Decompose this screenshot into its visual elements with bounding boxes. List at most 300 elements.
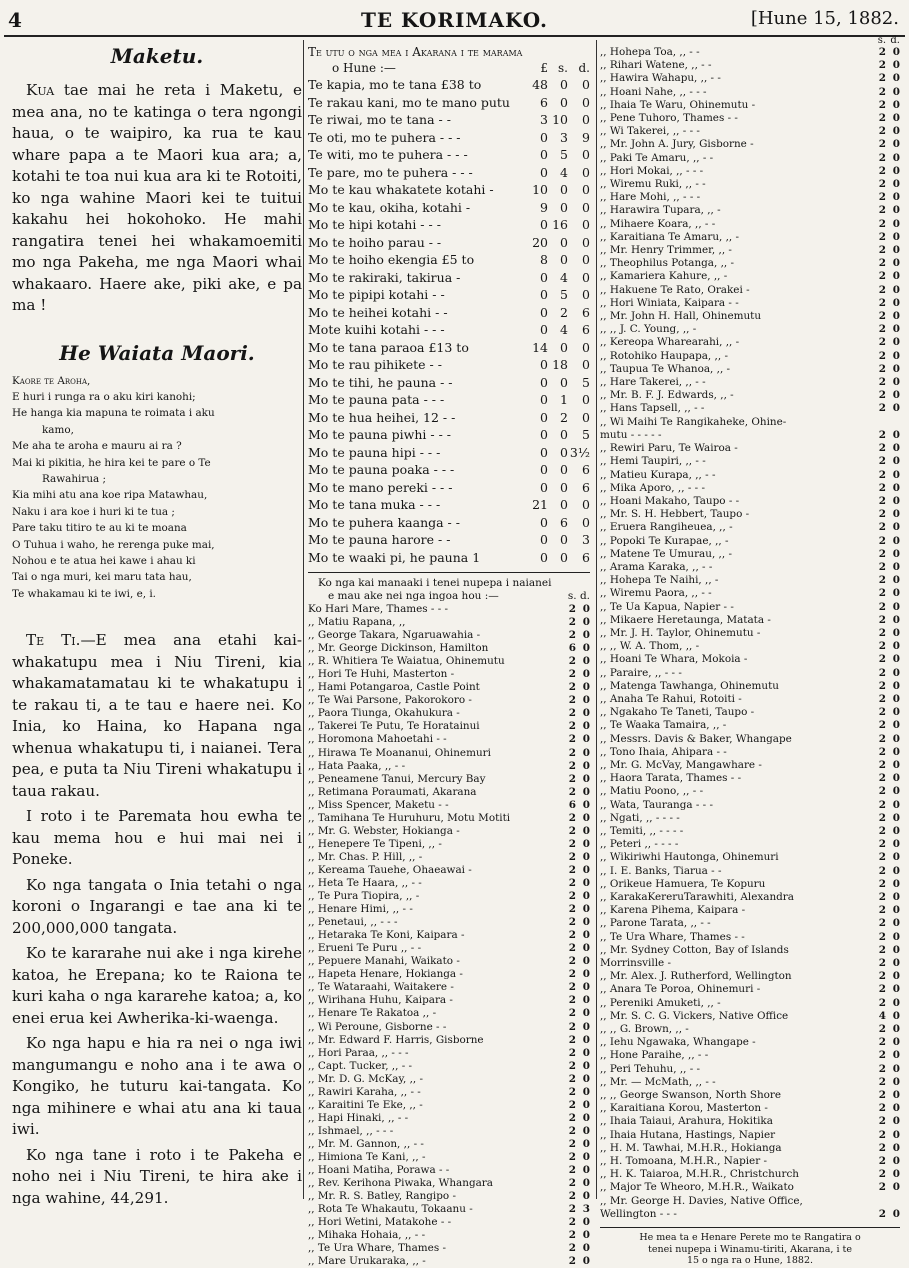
price-pence: 9 (582, 129, 590, 145)
subscriber-row (308, 890, 590, 903)
amount-pence: 0 (892, 191, 900, 204)
subscriber-row (308, 1086, 590, 1099)
subscriber-name: ,, Mr. Edward F. Harris, Gisborne (308, 1033, 484, 1046)
amount-shillings: 2 (878, 983, 886, 996)
amount-pence: 0 (582, 837, 590, 850)
amount-shillings: 2 (878, 72, 886, 85)
news-paragraph (12, 943, 302, 1029)
price-shillings: 0 (560, 479, 568, 495)
subscriber-name: ,, Messrs. Davis & Baker, Whangape (600, 732, 792, 745)
subscriber-name: ,, Haora Tarata, Thames - - (600, 772, 742, 785)
subscriber-name: ,, Hata Paaka, ,, - - (308, 759, 406, 772)
amount-pence: 0 (582, 916, 590, 929)
amount-pence: 3 (582, 1203, 590, 1216)
subscriber-name: ,, Mr. Henry Trimmer, ,, - (600, 244, 732, 257)
amount-pence: 0 (892, 626, 900, 639)
price-pounds: 0 (540, 147, 548, 162)
amount-pence: 0 (892, 666, 900, 679)
amount-pence: 0 (892, 943, 900, 956)
market-item: Mo te kau, okiha, kotahi - (308, 199, 471, 215)
market-item: Mo te pauna pata - - - (308, 392, 445, 407)
price-pounds: 21 (532, 497, 548, 512)
news-paragraph (12, 875, 302, 940)
amount-shillings: 2 (878, 534, 886, 547)
market-heading-line: Te utu o nga mea i Akarana i te marama (308, 45, 523, 59)
amount-shillings: 2 (568, 1229, 576, 1242)
amount-pence: 0 (892, 600, 900, 613)
market-item: Mo te tana muka - - - (308, 497, 441, 512)
subscriber-row (308, 760, 590, 773)
shillings-label: s. (558, 61, 568, 75)
price-shillings: 0 (560, 374, 568, 390)
lsd-header (528, 60, 590, 76)
sd-header (600, 36, 900, 46)
amount-pence: 0 (892, 706, 900, 719)
subscriber-name: ,, Matiu Rapana, ,, (308, 616, 406, 629)
price-shillings: 0 (560, 252, 568, 267)
subscriber-name: ,, Matieu Kurapa, ,, - - (600, 468, 716, 481)
amount-shillings: 2 (568, 1216, 576, 1229)
market-row (308, 461, 590, 479)
subscriber-name: ,, Mr. D. G. McKay, ,, - (308, 1072, 424, 1085)
price-pounds: 6 (540, 94, 548, 110)
amount-shillings: 6 (568, 642, 576, 655)
subscriber-name: ,, Karaitiana Te Amaru, ,, - (600, 230, 740, 243)
subscriber-row (600, 693, 900, 706)
amount-shillings: 2 (568, 1255, 576, 1268)
subscriber-name: ,, Ngati, ,, - - - - (600, 811, 680, 824)
subscriber-name: ,, Mr. R. S. Batley, Rangipo - (308, 1190, 456, 1203)
subscriber-name: ,, ,, G. Brown, ,, - (600, 1023, 689, 1036)
subscriber-row (308, 773, 590, 786)
subscriber-name: Ko Hari Mare, Thames - - - (308, 603, 449, 615)
market-item: Te kapia, mo te tana £38 to (308, 77, 482, 92)
amount-shillings: 2 (878, 112, 886, 125)
amount-pence: 0 (582, 1229, 590, 1242)
market-item: Te pare, mo te puhera - - - (308, 164, 473, 180)
column-divider (596, 40, 597, 1199)
amount-pence: 0 (892, 758, 900, 771)
subscriber-row (600, 851, 900, 864)
subscriber-row (600, 587, 900, 600)
amount-pence: 0 (892, 824, 900, 837)
amount-shillings: 2 (878, 349, 886, 362)
amount-pence: 0 (892, 230, 900, 243)
price-pence: 0 (582, 199, 590, 215)
amount-pence: 0 (892, 613, 900, 626)
amount-pence: 0 (892, 270, 900, 283)
subscriber-row (600, 86, 900, 99)
subscriber-name: ,, Pene Tuhoro, Thames - - (600, 112, 738, 125)
amount-pence: 0 (582, 994, 590, 1007)
amount-pence: 0 (892, 679, 900, 692)
subscriber-row (600, 891, 900, 904)
subscriber-name: ,, Wi Maihi Te Rangikaheke, Ohine- (600, 415, 787, 428)
amount-shillings: 2 (878, 1115, 886, 1128)
price-pounds: 48 (532, 77, 548, 92)
price-pence: 0 (582, 339, 590, 355)
price-shillings: 5 (560, 147, 568, 162)
subscriber-list (308, 603, 590, 1268)
column-news (12, 44, 302, 1213)
subscriber-row (308, 1047, 590, 1060)
amount-shillings: 2 (878, 85, 886, 98)
amount-shillings: 2 (878, 138, 886, 151)
market-item: Te witi, mo te puhera - - - (308, 147, 468, 162)
subscriber-row (308, 668, 590, 681)
subscriber-name: ,, Harawira Tupara, ,, - (600, 204, 721, 217)
subscriber-row (600, 72, 900, 85)
amount-pence: 0 (582, 1137, 590, 1150)
amount-pence: 0 (892, 772, 900, 785)
price-shillings: 0 (560, 427, 568, 442)
amount-pence: 0 (582, 824, 590, 837)
subscriber-row (600, 429, 900, 442)
subscriber-row (308, 655, 590, 668)
amount-shillings: 2 (568, 1059, 576, 1072)
market-row (308, 339, 590, 357)
price-shillings: 0 (560, 462, 568, 477)
price-shillings: 0 (560, 339, 568, 355)
subscriber-row (600, 944, 900, 957)
amount-shillings: 2 (878, 653, 886, 666)
amount-shillings: 2 (878, 613, 886, 626)
subscriber-row (600, 125, 900, 138)
poem-line: O Tuhua i waho, he rerenga puke mai, (12, 538, 215, 551)
amount-shillings: 2 (568, 811, 576, 824)
amount-shillings: 2 (568, 1190, 576, 1203)
subscriber-name: mutu - - - - - (600, 428, 662, 441)
market-item: Te riwai, mo te tana - - (308, 112, 451, 127)
subscriber-row (308, 747, 590, 760)
amount-pence: 0 (892, 349, 900, 362)
subscriber-row (600, 231, 900, 244)
amount-shillings: 2 (878, 930, 886, 943)
subscriber-name: ,, Mr. George H. Davies, Native Office, (600, 1194, 803, 1207)
subscriber-name: ,, Kamariera Kahure, ,, - (600, 270, 728, 283)
subscriber-name: ,, Kereama Tauehe, Ohaeawai - (308, 863, 472, 876)
subscriber-row (600, 706, 900, 719)
amount-shillings: 2 (878, 310, 886, 323)
sd-header (568, 590, 590, 603)
subscriber-name: ,, Pereniki Amuketi, ,, - (600, 996, 721, 1009)
subscriber-row (308, 603, 590, 616)
amount-shillings: 2 (568, 1124, 576, 1137)
subscriber-name: ,, Wiremu Paora, ,, - - (600, 587, 712, 600)
subscriber-name: ,, Hoani Makaho, Taupo - - (600, 494, 740, 507)
subscriber-row (308, 1177, 590, 1190)
subscriber-row (600, 1049, 900, 1062)
amount-shillings: 2 (568, 863, 576, 876)
amount-shillings: 2 (878, 1089, 886, 1102)
price-pounds: 0 (540, 269, 548, 285)
amount-shillings: 2 (568, 876, 576, 889)
amount-shillings: 2 (878, 732, 886, 745)
price-pence: 0 (582, 409, 590, 425)
amount-pence: 0 (892, 745, 900, 758)
price-pounds: 0 (540, 532, 548, 547)
market-row (308, 199, 590, 217)
subscriber-row (600, 627, 900, 640)
price-pounds: 8 (540, 252, 548, 267)
market-row (308, 146, 590, 164)
subscriber-name: ,, I. E. Banks, Tiarua - - (600, 864, 722, 877)
amount-pence: 0 (892, 811, 900, 824)
paragraph-text: Ko nga tangata o Inia tetahi o nga koroni o Ingarangi e tae ana ki te 200,000,000 tangata. (12, 875, 302, 937)
amount-pence (886, 416, 900, 429)
subscriber-row (600, 270, 900, 283)
amount-shillings: 2 (878, 296, 886, 309)
subscriber-name: ,, Wirihana Huhu, Kaipara - (308, 994, 453, 1007)
amount-pence: 0 (582, 1150, 590, 1163)
amount-pence: 0 (892, 442, 900, 455)
amount-pence: 0 (892, 719, 900, 732)
subscriber-row (600, 904, 900, 917)
amount-shillings: 2 (568, 1203, 576, 1216)
issue-date: [Hune 15, 1882. (750, 8, 899, 29)
subscriber-row (308, 616, 590, 629)
amount-shillings: 2 (878, 191, 886, 204)
subscriber-name: ,, Mr. Sydney Cotton, Bay of Islands (600, 943, 789, 956)
subscriber-row (600, 931, 900, 944)
amount-pence: 0 (582, 811, 590, 824)
amount-shillings: 2 (878, 178, 886, 191)
subscriber-row (600, 1023, 900, 1036)
price-pounds: 0 (540, 322, 548, 337)
amount-shillings: 2 (878, 692, 886, 705)
paragraph-text: Ko nga tane i roto i te Pakeha e noho nei i Niu Tireni, te hira ake i nga wahine, 44,291. (12, 1145, 302, 1207)
subscriber-row (600, 957, 900, 970)
market-item: Mo te pauna poaka - - - (308, 462, 455, 477)
subscriber-name: ,, Rev. Kerihona Piwaka, Whangara (308, 1177, 493, 1190)
price-pence: 5 (582, 374, 590, 390)
amount-shillings (872, 416, 886, 429)
price-pounds: 0 (540, 409, 548, 425)
price-shillings: 0 (560, 234, 568, 250)
amount-shillings: 2 (878, 745, 886, 758)
amount-shillings: 2 (878, 957, 886, 970)
amount-shillings: 2 (878, 468, 886, 481)
amount-shillings: 2 (878, 1075, 886, 1088)
subscriber-name: ,, Te Ura Whare, Thames - - (600, 930, 745, 943)
amount-shillings: 2 (568, 1085, 576, 1098)
subscriber-list (600, 46, 900, 1221)
amount-pence: 0 (892, 112, 900, 125)
amount-pence: 0 (892, 389, 900, 402)
amount-shillings: 2 (878, 442, 886, 455)
amount-pence: 0 (892, 468, 900, 481)
amount-shillings: 2 (878, 428, 886, 441)
amount-pence: 0 (892, 1089, 900, 1102)
column-divider (303, 40, 304, 1199)
pounds-label: £ (540, 61, 548, 75)
amount-shillings: 2 (878, 1049, 886, 1062)
market-row (308, 514, 590, 532)
subscriber-row (600, 165, 900, 178)
subscriber-row (308, 629, 590, 642)
amount-shillings: 2 (568, 746, 576, 759)
amount-shillings: 2 (878, 640, 886, 653)
market-row (308, 549, 590, 567)
subscriber-row (600, 59, 900, 72)
price-pounds: 3 (540, 112, 548, 127)
subscriber-name: ,, Wi Takerei, ,, - - - (600, 125, 700, 138)
market-row (308, 479, 590, 497)
subscriber-name: ,, Karena Pihema, Kaipara - (600, 904, 746, 917)
amount-pence: 0 (892, 957, 900, 970)
amount-shillings: 2 (568, 1150, 576, 1163)
market-item: Mo te heihei kotahi - - (308, 304, 448, 320)
amount-shillings: 2 (568, 616, 576, 629)
amount-pence: 0 (892, 930, 900, 943)
price-shillings: 0 (560, 497, 568, 512)
subscriber-row (600, 838, 900, 851)
market-item: Te rakau kani, mo te mano putu (308, 94, 510, 110)
amount-shillings: 2 (568, 655, 576, 668)
footnote-rule (600, 1227, 900, 1228)
market-item: Mo te pauna hipi - - - (308, 444, 441, 460)
subscriber-name: ,, Eruera Rangiheuea, ,, - (600, 521, 733, 534)
price-shillings: 1 (560, 392, 568, 407)
subscriber-name: ,, Mr. M. Gannon, ,, - - (308, 1137, 424, 1150)
poem-line: Rawahirua ; (42, 472, 107, 485)
amount-shillings: 2 (878, 270, 886, 283)
subscriber-name: ,, Ishmael, ,, - - - (308, 1124, 394, 1137)
price-shillings: 0 (560, 444, 568, 460)
amount-pence: 0 (892, 785, 900, 798)
amount-shillings: 2 (568, 1098, 576, 1111)
subscriber-name: ,, Paraire, ,, - - - (600, 666, 682, 679)
amount-shillings: 2 (878, 904, 886, 917)
subscriber-row (308, 1164, 590, 1177)
amount-pence: 0 (892, 692, 900, 705)
subscribers-heading-line: Ko nga kai manaaki i tenei nupepa i naianei (318, 577, 552, 589)
page-number: 4 (8, 8, 22, 32)
amount-pence: 0 (892, 310, 900, 323)
subscriber-row (600, 191, 900, 204)
amount-pence: 0 (582, 668, 590, 681)
amount-pence: 0 (582, 694, 590, 707)
subscriber-row (600, 1063, 900, 1076)
market-row (308, 409, 590, 427)
amount-shillings: 2 (568, 968, 576, 981)
subscriber-row (600, 244, 900, 257)
subscriber-name: ,, Mr. G. Webster, Hokianga - (308, 824, 460, 837)
waiata-poem (12, 373, 302, 603)
market-item: Mo te tihi, he pauna - - (308, 374, 453, 390)
amount-shillings: 2 (568, 707, 576, 720)
amount-shillings: 2 (878, 59, 886, 72)
market-row (308, 356, 590, 374)
amount-pence: 0 (892, 362, 900, 375)
amount-pence: 0 (892, 983, 900, 996)
subscriber-row (600, 812, 900, 825)
subscriber-row (600, 983, 900, 996)
market-row (308, 321, 590, 339)
subscriber-row (308, 733, 590, 746)
amount-shillings: 2 (878, 574, 886, 587)
subscriber-row (600, 667, 900, 680)
subscriber-name: ,, Paora Tiunga, Okahukura - (308, 707, 460, 720)
subscriber-row (600, 719, 900, 732)
amount-shillings: 2 (878, 481, 886, 494)
subscriber-name: ,, Rewiri Paru, Te Wairoa - (600, 442, 738, 455)
subscriber-row (308, 1125, 590, 1138)
subscriber-row (600, 152, 900, 165)
amount-shillings: 2 (568, 1177, 576, 1190)
subscriber-name: ,, Hakuene Te Rato, Orakei - (600, 283, 750, 296)
subscriber-row (600, 1208, 900, 1221)
amount-pence: 0 (582, 707, 590, 720)
price-pence: 0 (582, 514, 590, 530)
amount-pence: 0 (892, 798, 900, 811)
subscriber-name: ,, Arama Karaka, ,, - - (600, 560, 713, 573)
subscriber-name: ,, Matenga Tawhanga, Ohinemutu (600, 679, 779, 692)
price-pence: 0 (582, 252, 590, 267)
subscriber-name: ,, Te Ua Kapua, Napier - - (600, 600, 734, 613)
subscriber-name: ,, ,, J. C. Young, ,, - (600, 323, 697, 336)
market-row (308, 531, 590, 549)
amount-pence: 0 (892, 864, 900, 877)
subscriber-name: ,, Hone Paraihe, ,, - - (600, 1049, 709, 1062)
subscriber-row (600, 865, 900, 878)
market-item: Mo te rau pihikete - - (308, 357, 442, 372)
market-row (308, 111, 590, 129)
subscriber-name: ,, George Takara, Ngaruawahia - (308, 629, 481, 642)
subscriber-name: ,, Taupua Te Whanoa, ,, - (600, 362, 731, 375)
subscriber-row (308, 1138, 590, 1151)
subscriber-name: ,, Peneamene Tanui, Mercury Bay (308, 772, 486, 785)
price-pence: 0 (582, 164, 590, 180)
price-shillings: 0 (560, 77, 568, 92)
paragraph-text: —E mea ana etahi kai-whakatupu mea i Niu Tireni, kia whakamatamatau ki te whakatupu i te rakau ti, a te tau e haere nei. Ko Inia, ko Haina, ko Hapana nga whenua whakatupu ti, i naianei. Tera pea, e puta ta Niu Tireni whakatupu i taua rakau. (12, 631, 303, 800)
subscriber-row (308, 955, 590, 968)
subscriber-row (308, 1203, 590, 1216)
amount-shillings: 2 (878, 244, 886, 257)
subscriber-row (600, 997, 900, 1010)
market-row (308, 129, 590, 147)
amount-pence: 0 (582, 955, 590, 968)
price-shillings: 5 (560, 287, 568, 302)
subscriber-row (600, 825, 900, 838)
price-pence: 0 (582, 287, 590, 302)
subscriber-name: ,, Hori Winiata, Kaipara - - (600, 296, 739, 309)
news-paragraph (12, 1145, 302, 1210)
subscriber-name: ,, Wiremu Ruki, ,, - - (600, 178, 706, 191)
subscriber-name: ,, Hori Wetini, Matakohe - - (308, 1216, 452, 1229)
poem-line: Te whakamau ki te iwi, e, i. (12, 587, 156, 600)
amount-shillings: 2 (878, 864, 886, 877)
amount-pence: 0 (892, 1036, 900, 1049)
subscriber-row (600, 363, 900, 376)
amount-shillings: 2 (878, 257, 886, 270)
amount-pence: 0 (892, 1141, 900, 1154)
market-price-table (308, 76, 590, 566)
subscriber-name: ,, Henepere Te Tipeni, ,, - (308, 837, 442, 850)
imprint-line: 15 o nga ra o Hune, 1882. (686, 1255, 814, 1267)
market-row (308, 181, 590, 199)
price-shillings: 4 (560, 269, 568, 285)
subscriber-name: ,, Hoani Te Whara, Mokoia - (600, 653, 748, 666)
subscriber-row (308, 642, 590, 655)
amount-pence: 0 (582, 981, 590, 994)
subscriber-row (308, 1229, 590, 1242)
amount-pence: 0 (892, 574, 900, 587)
price-shillings: 3 (560, 129, 568, 145)
amount-pence: 0 (892, 72, 900, 85)
subscriber-name: ,, Penetaui, ,, - - - (308, 916, 398, 929)
amount-pence: 0 (892, 1155, 900, 1168)
